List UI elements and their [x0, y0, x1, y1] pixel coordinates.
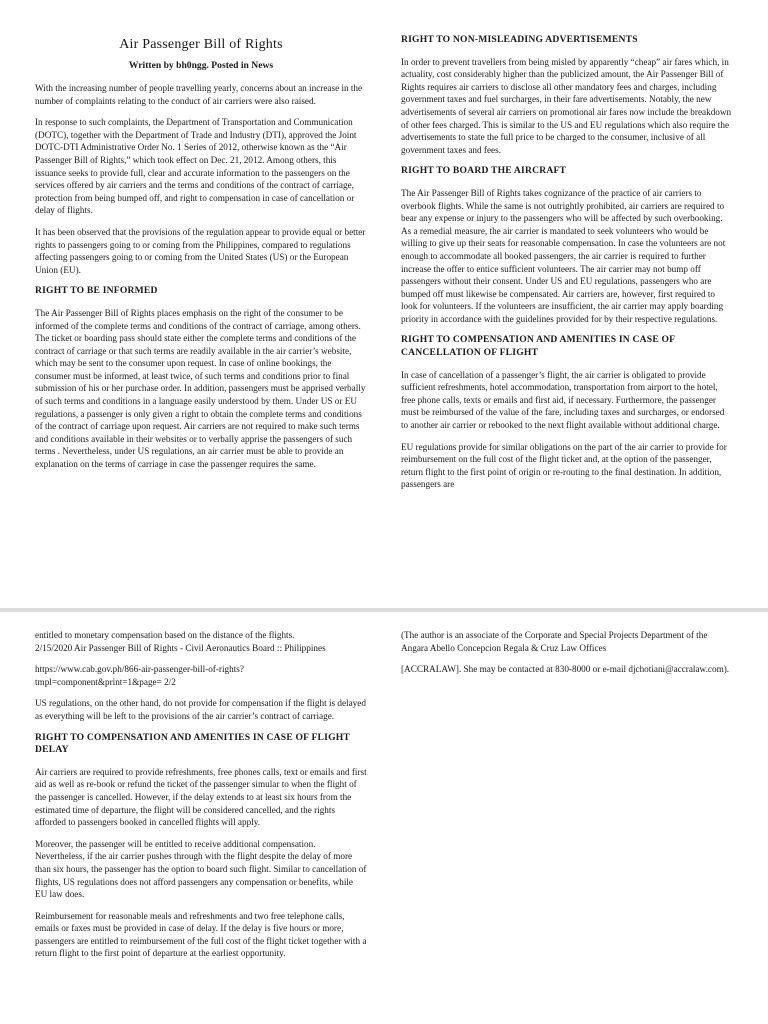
- paragraph-informed: The Air Passenger Bill of Rights places emphasis on the right of the consumer to be informed of the complete terms and conditions of the contract of carriage, among others. The ticket or boarding pass should state either the complete terms and conditions of the contract of carriage or that such terms are readily available in the air carrier’s website, which may be sent to the consumer upon request. In case of online bookings, the consumer must be informed, at least twice, of such terms and conditions prior to final submission of his or her purchase order. In addition, passengers must be apprised verbally of such terms and conditions in a language easily understood by them. Under US or EU regulations, a passenger is only given a right to obtain the complete terms and conditions of the contract of carriage upon request. Air carriers are not required to make such terms and conditions available in their websites or to verbally apprise the passengers of such terms . Nevertheless, under US regulations, an air carrier must be able to provide an explanation on the terms of carriage in case the passenger requires the same.: [35, 307, 366, 470]
- paragraph-reimbursement: Reimbursement for reasonable meals and refreshments and two free telephone calls, emails or faxes must be provided in case of delay. If the delay is five hours or more, passengers are entitled to reimbursement of the full cost of the flight ticket together with a return flight to the first point of departure at the earliest opportunity.: [35, 910, 367, 959]
- paragraph-additional-compensation: Moreover, the passenger will be entitled to receive additional compensation. Nevertheless, if the air carrier pushes through with the flight despite the delay of more than six hours, the passenger has the option to board such flight. Similar to cancellation of flights, US regulations does not afford passengers any compensation or benefits, while EU law does.: [35, 838, 367, 900]
- paragraph-author-note: (The author is an associate of the Corporate and Special Projects Department of the Angara Abello Concepcion Regala & Cruz Law Offices: [401, 630, 708, 653]
- paragraph-dotc-order: In response to such complaints, the Department of Transportation and Communication (DOTC), together with the Department of Trade and Industry (DTI), approved the Joint DOTC-DTI Administrative Order No. 1 Series of 2012, otherwise known as the “Air Passenger Bill of Rights,” which took effect on Dec. 21, 2012. Among others, this issuance seeks to provide full, clear and accurate information to the passengers on the services offered by air carriers and the terms and conditions of the contract of carriage, protection from being bumped off, and right to compensation in case of cancellation or delay of flights.: [35, 117, 357, 216]
- paragraph-eu-regulations: EU regulations provide for similar obligations on the part of the air carrier to provide for reimbursement on the full cost of the flight ticket and, at the option of the passenger, return flight to the first point of origin or re-routing to the final destination. In addition, passengers are: [401, 441, 727, 490]
- page2-left-column: [35, 629, 367, 969]
- paragraph-cancellation: In case of cancellation of a passenger’s flight, the air carrier is obligated to provide sufficient refreshments, hotel accommodation, transportation from airport to the hotel, free phone calls, texts or emails and first aid, if necessary. Furthermore, the passenger must be reimbursed of the value of the fare, including taxes and surcharges, or endorsed to another air carrier or rebooked to the next flight available without additional charge.: [401, 369, 725, 431]
- print-header: 2/15/2020 Air Passenger Bill of Rights - Civil Aeronautics Board :: Philippines: [35, 642, 326, 653]
- document-page-2: [0, 612, 768, 1024]
- paragraph-delay-amenities: Air carriers are required to provide refreshments, free phones calls, text or emails and first aid as well as re-book or refund the ticket of the passenger simular to when the flight of the passenger is cancelled. However, if the delay extends to at least six hours from the estimated time of departure, the flight will be considered cancelled, and the rights afforded to passengers booked in cancelled flights will apply.: [35, 766, 367, 828]
- heading-flight-delay: RIGHT TO COMPENSATION AND AMENITIES IN CASE OF FLIGHT DELAY: [35, 731, 350, 756]
- page1-right-column: [401, 34, 733, 500]
- print-url: https://www.cab.gov.ph/866-air-passenger-bill-of-rights?tmpl=component&print=1&page= 2/2: [35, 664, 244, 687]
- heading-right-to-be-informed: RIGHT TO BE INFORMED: [35, 285, 158, 297]
- paragraph-intro: With the increasing number of people travelling yearly, concerns about an increase in the number of complaints relating to the conduct of air carriers were also raised.: [35, 83, 363, 106]
- article-byline: Written by bh0ngg. Posted in News: [128, 60, 274, 71]
- page2-right-column: [401, 629, 733, 685]
- paragraph-author-contact: [ACCRALAW]. She may be contacted at 830-8000 or e-mail djchotiani@accralaw.com).: [401, 664, 730, 675]
- paragraph-us-delay: US regulations, on the other hand, do not provide for compensation if the flight is delayed as everything will be left to the provisions of the air carrier’s contract of carriage.: [35, 698, 366, 721]
- article-title: Air Passenger Bill of Rights: [119, 37, 283, 52]
- paragraph-continued: entitled to monetary compensation based on the distance of the flights.: [35, 630, 295, 640]
- paragraph-ads: In order to prevent travellers from being misled by apparently “cheap” air fares which, in actuality, cost considerably higher than the publicized amount, the Air Passenger Bill of Rights requires air carriers to disclose all other mandatory fees and charges, including government taxes and fuel surcharges, in their fare advertisements. Notably, the new advertisements of several air carriers on promotional air fares now include the breakdown of other fees charged. This is similar to the US and EU regulations which also require the advertisements to state the full price to be charged to the consumer, inclusive of all government taxes and fees.: [401, 56, 732, 155]
- page1-left-column: [35, 36, 367, 480]
- heading-non-misleading-ads: RIGHT TO NON-MISLEADING ADVERTISEMENTS: [401, 34, 638, 45]
- heading-board-aircraft: RIGHT TO BOARD THE AIRCRAFT: [401, 165, 567, 177]
- heading-cancellation: RIGHT TO COMPENSATION AND AMENITIES IN CASE OF CANCELLATION OF FLIGHT: [401, 334, 675, 359]
- paragraph-board: The Air Passenger Bill of Rights takes cognizance of the practice of air carriers to overbook flights. While the same is not outrightly prohibited, air carriers are required to bear any expense or injury to the passengers who will be affected by such overbooking. As a remedial measure, the air carrier is mandated to seek volunteers who would be willing to give up their seats for reasonable compensation. In case the volunteers are not enough to accommodate all booked passengers, the air carrier is required to further increase the offer to entice sufficient volunteers. The air carrier may not bump off passengers without their consent. Under US and EU regulations, passengers who are bumped off must likewise be compensated. Air carriers are, however, first required to look for volunteers. If the volunteers are insufficient, the air carrier may apply boarding priority in accordance with the guidelines provided for by their respective regulations.: [401, 187, 726, 324]
- paragraph-comparison: It has been observed that the provisions of the regulation appear to provide equal or better rights to passengers going to or coming from the Philippines, compared to regulations affecting passengers going to or coming from the United States (US) or the European Union (EU).: [35, 226, 366, 275]
